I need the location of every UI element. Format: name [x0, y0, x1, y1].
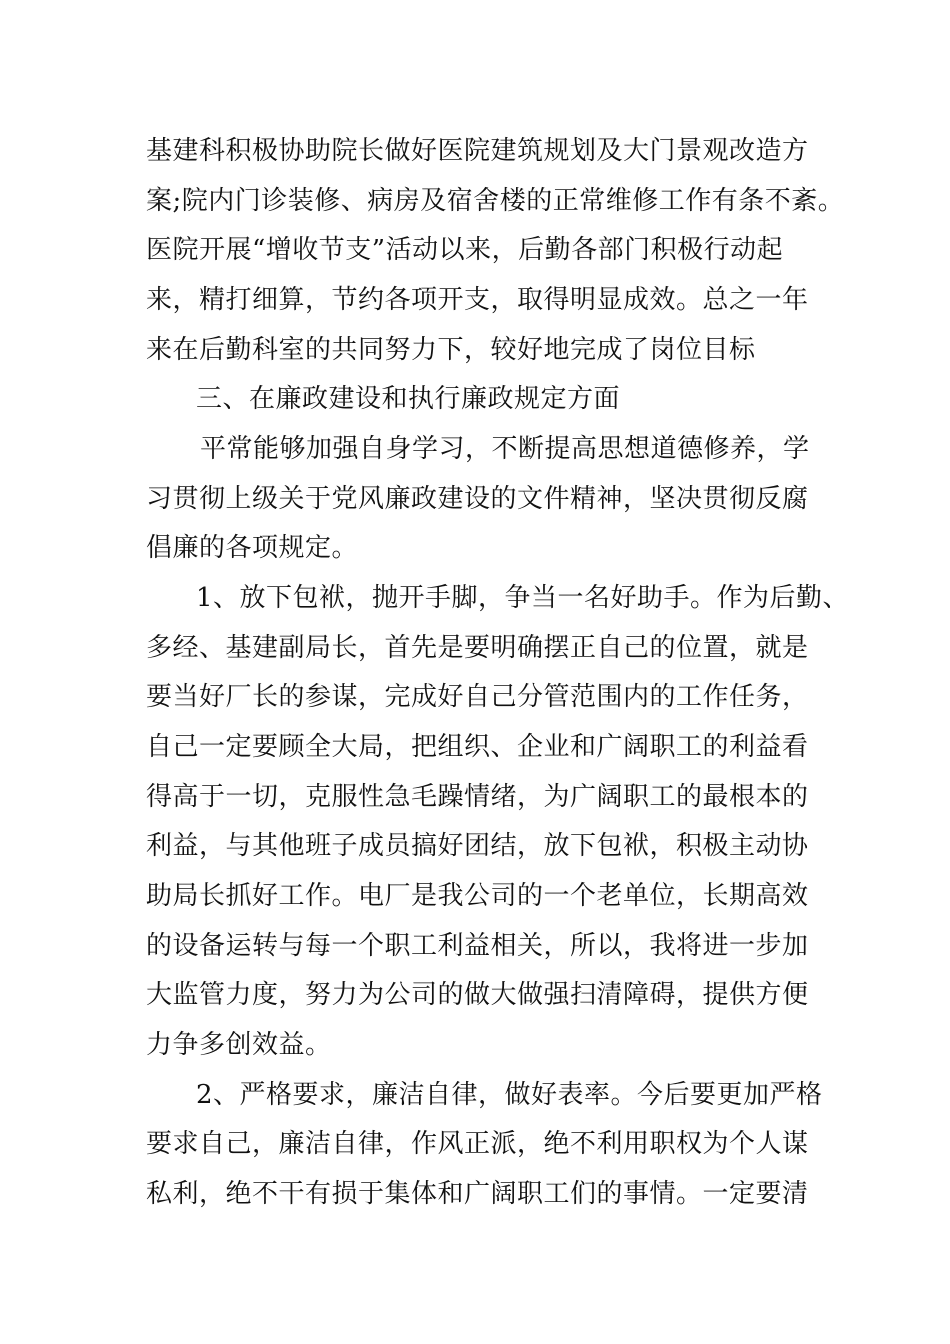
- text-line: 多经、基建副局长，首先是要明确摆正自己的位置，就是: [146, 633, 809, 663]
- text-line: 来，精打细算，节约各项开支，取得明显成效。总之一年: [146, 285, 809, 315]
- text-line: 案;院内门诊装修、病房及宿舍楼的正常维修工作有条不紊。: [146, 186, 845, 216]
- text-line: 利益，与其他班子成员搞好团结，放下包袱，积极主动协: [146, 831, 809, 861]
- text-line: 1、放下包袱，抛开手脚，争当一名好助手。作为后勤、: [196, 583, 850, 613]
- text-line: 助局长抓好工作。电厂是我公司的一个老单位，长期高效: [146, 881, 809, 911]
- text-line: 习贯彻上级关于党风廉政建设的文件精神，坚决贯彻反腐: [146, 484, 809, 514]
- text-line: 的设备运转与每一个职工利益相关，所以，我将进一步加: [146, 931, 809, 961]
- text-line: 要求自己，廉洁自律，作风正派，绝不利用职权为个人谋: [146, 1129, 809, 1159]
- text-line: 2、严格要求，廉洁自律，做好表率。今后要更加严格: [196, 1080, 823, 1110]
- text-line: 来在后勤科室的共同努力下，较好地完成了岗位目标: [146, 335, 756, 365]
- text-line: 要当好厂长的参谋，完成好自己分管范围内的工作任务，: [146, 682, 809, 712]
- text-line: 大监管力度，努力为公司的做大做强扫清障碍，提供方便: [146, 980, 809, 1010]
- text-line: 私利，绝不干有损于集体和广阔职工们的事情。一定要清: [146, 1179, 809, 1209]
- text-line: 医院开展“增收节支”活动以来，后勤各部门积极行动起: [146, 235, 784, 265]
- text-line: 力争多创效益。: [146, 1030, 332, 1060]
- text-line: 平常能够加强自身学习，不断提高思想道德修养，学: [200, 434, 810, 464]
- text-line: 自己一定要顾全大局，把组织、企业和广阔职工的利益看: [146, 732, 809, 762]
- section-heading: 三、在廉政建设和执行廉政规定方面: [196, 384, 621, 414]
- text-line: 基建科积极协助院长做好医院建筑规划及大门景观改造方: [146, 136, 809, 166]
- text-line: 得高于一切，克服性急毛躁情绪，为广阔职工的最根本的: [146, 782, 809, 812]
- text-line: 倡廉的各项规定。: [146, 533, 359, 563]
